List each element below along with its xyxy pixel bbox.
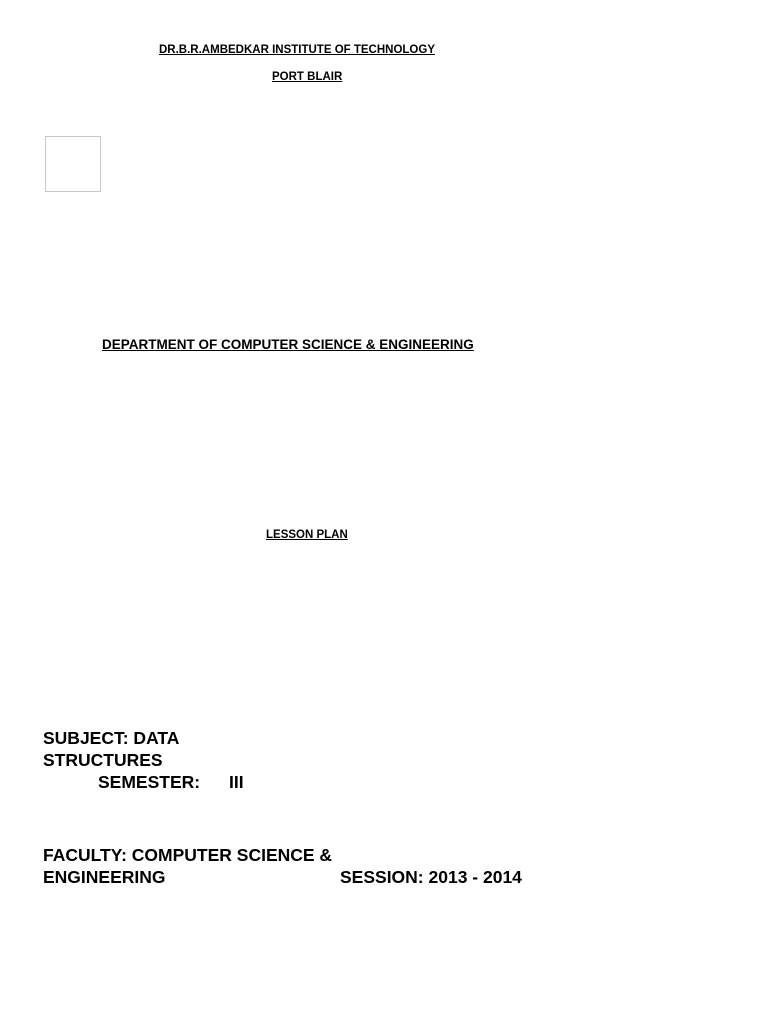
institute-location: PORT BLAIR [272,71,343,83]
session-label: SESSION: 2013 - 2014 [340,867,522,887]
subject-line-1: SUBJECT: DATA [43,728,180,748]
lesson-plan-title: LESSON PLAN [266,529,348,541]
institute-name: DR.B.R.AMBEDKAR INSTITUTE OF TECHNOLOGY [159,44,435,56]
faculty-line-2: ENGINEERING [43,867,166,887]
subject-line-2: STRUCTURES [43,750,163,770]
faculty-line-1: FACULTY: COMPUTER SCIENCE & [43,845,333,865]
semester-label: SEMESTER: [98,772,201,792]
semester-value: III [229,772,244,792]
logo-placeholder [45,136,101,192]
department-title: DEPARTMENT OF COMPUTER SCIENCE & ENGINEERING [102,337,474,352]
